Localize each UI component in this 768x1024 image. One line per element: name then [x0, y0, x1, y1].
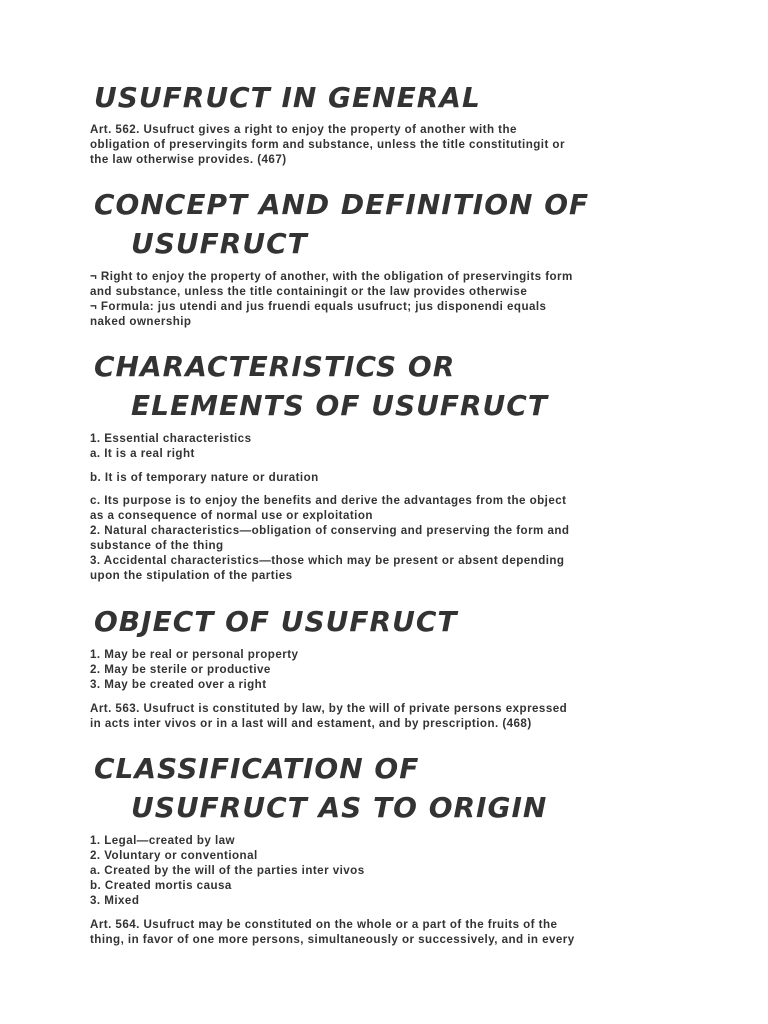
heading-characteristics-or-elements: CHARACTERISTICS OR ELEMENTS OF USUFRUCT	[94, 350, 548, 422]
heading-concept-and-definition: CONCEPT AND DEFINITION OF USUFRUCT	[94, 188, 590, 260]
temporary-nature-item: b. It is of temporary nature or duration	[90, 471, 319, 484]
essential-characteristics-list: 1. Essential characteristics a. It is a real right	[90, 432, 252, 460]
heading-usufruct-in-general: USUFRUCT IN GENERAL	[94, 81, 481, 114]
art-562-paragraph: Art. 562. Usufruct gives a right to enjoy the property of another with the obligation of preservingits form and substance, unless the title constitutingit or the law otherwise provides. (467)	[90, 123, 565, 166]
object-list: 1. May be real or personal property 2. May be sterile or productive 3. May be created over a right	[90, 648, 299, 691]
purpose-and-other-characteristics: c. Its purpose is to enjoy the benefits and derive the advantages from the object as a consequence of normal use or exploitation 2. Natural characteristics—obligation of conserving and preserving the form and substance of the thing 3. Accidental characteristics—those which may be present or absent depending upon the stipulation of the parties	[90, 494, 570, 582]
art-563-paragraph: Art. 563. Usufruct is constituted by law, by the will of private persons expressed in acts inter vivos or in a last will and estament, and by prescription. (468)	[90, 702, 568, 730]
heading-classification-as-to-origin: CLASSIFICATION OF USUFRUCT AS TO ORIGIN	[94, 752, 548, 824]
classification-list: 1. Legal—created by law 2. Voluntary or conventional a. Created by the will of the parties inter vivos b. Created mortis causa 3. Mixed	[90, 834, 365, 907]
heading-object-of-usufruct: OBJECT OF USUFRUCT	[94, 605, 458, 638]
concept-definition-paragraph: ¬ Right to enjoy the property of another, with the obligation of preservingits form and substance, unless the title containingit or the law provides otherwise ¬ Formula: jus utendi and jus fruendi equals usufruct; jus disponendi equals naked ownership	[90, 270, 573, 328]
art-564-paragraph: Art. 564. Usufruct may be constituted on the whole or a part of the fruits of the thing, in favor of one more persons, simultaneously or successively, and in every	[90, 918, 575, 946]
